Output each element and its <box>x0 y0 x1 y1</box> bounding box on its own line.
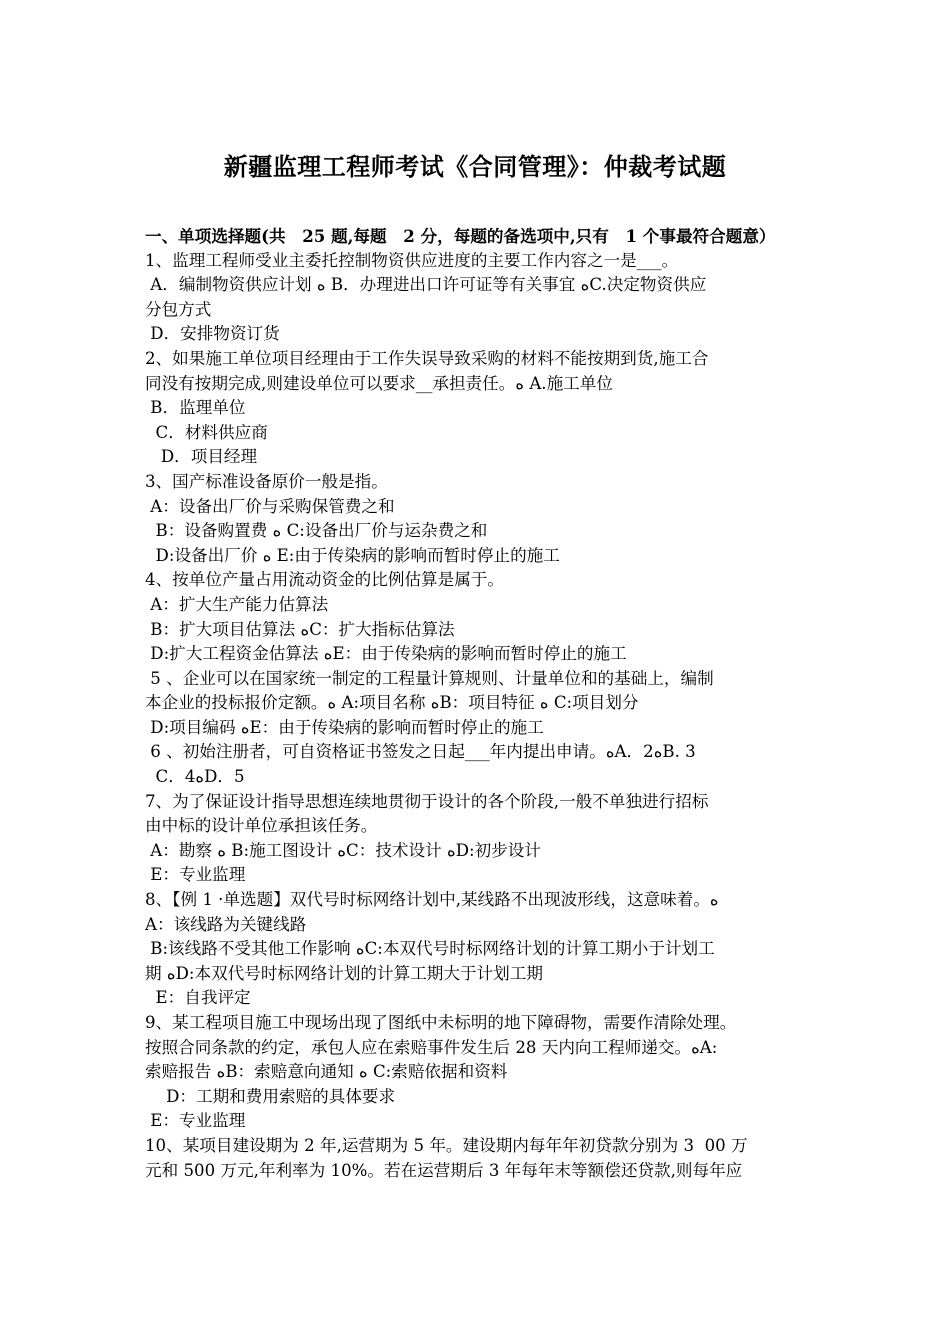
text-line: 3、国产标准设备原价一般是指。 <box>145 471 388 491</box>
question-list <box>145 249 815 1184</box>
text-line: 9、某工程项目施工中现场出现了图纸中未标明的地下障碍物，需要作清除处理。 <box>145 1013 737 1032</box>
text-line: 4、按单位产量占用流动资金的比例估算是属于。 <box>145 570 505 590</box>
text-line: 索赔报告 ﻩB：索赔意向通知 ﻩ C:索赔依据和资料 <box>145 1062 508 1082</box>
document-body <box>145 224 815 1183</box>
text-line: 7、为了保证设计指导思想连续地贯彻于设计的各个阶段,一般不单独进行招标 <box>145 791 709 811</box>
text-line: A：扩大生产能力估算法 <box>145 594 329 614</box>
text-line: E：专业监理 <box>145 865 246 885</box>
text-line: 8、【例 1 ·单选题】双代号时标网络计划中,某线路不出现波形线，这意味着。ﻩ <box>145 890 719 910</box>
text-line: B:该线路不受其他工作影响 ﻩC:本双代号时标网络计划的计算工期小于计划工 <box>145 939 715 959</box>
text-line: 按照合同条款的约定，承包人应在索赔事件发生后 28 天内向工程师递交。ﻩA: <box>145 1037 718 1057</box>
text-line: D：工期和费用索赔的具体要求 <box>145 1086 396 1106</box>
text-line: 6 、初始注册者，可自资格证书签发之日起___年内提出申请。ﻩA．2ﻩB. 3 <box>145 742 696 762</box>
text-line: 本企业的投标报价定额。ﻩ A:项目名称 ﻩB：项目特征 ﻩ C:项目划分 <box>145 693 639 713</box>
text-line: 元和 500 万元,年利率为 10%。若在运营期后 3 年每年末等额偿还贷款,则每年应 <box>145 1160 743 1180</box>
text-line: A：勘察 ﻩ B:施工图设计 ﻩC：技术设计 ﻩD:初步设计 <box>145 840 541 860</box>
section-heading: 一、单项选择题(共 25 题,每题 2 分，每题的备选项中,只有 1 个事最符合题意） <box>145 226 776 246</box>
text-line: E：专业监理 <box>145 1111 246 1131</box>
text-line: A：设备出厂价与采购保管费之和 <box>145 496 395 516</box>
text-line: D．安排物资订货 <box>145 324 280 344</box>
text-line: C．材料供应商 <box>145 422 268 442</box>
text-line: C．4ﻩD．5 <box>145 767 245 787</box>
text-line: B．监理单位 <box>145 398 246 418</box>
text-line: D:扩大工程资金估算法 ﻩE：由于传染病的影响而暂时停止的施工 <box>145 644 627 664</box>
text-line: 2、如果施工单位项目经理由于工作失误导致采购的材料不能按期到货,施工合 <box>145 348 709 368</box>
text-line: D:项目编码 ﻩE：由于传染病的影响而暂时停止的施工 <box>145 717 544 737</box>
text-line: 分包方式 <box>145 299 212 319</box>
text-line: D:设备出厂价 ﻩ E:由于传染病的影响而暂时停止的施工 <box>145 545 560 565</box>
document-title: 新疆监理工程师考试《合同管理》：仲裁考试题 <box>223 152 727 181</box>
text-line: E：自我评定 <box>145 988 251 1008</box>
text-line: 10、某项目建设期为 2 年,运营期为 5 年。建设期内每年年初贷款分别为 3 00 万 <box>145 1135 748 1155</box>
text-line: D．项目经理 <box>145 447 258 467</box>
text-line: 期 ﻩD:本双代号时标网络计划的计算工期大于计划工期 <box>145 963 543 983</box>
text-line: 5 、企业可以在国家统一制定的工程量计算规则、计量单位和的基础上，编制 <box>145 668 714 688</box>
text-line: B：设备购置费 ﻩ C:设备出厂价与运杂费之和 <box>145 521 488 541</box>
text-line: 由中标的设计单位承担该任务。 <box>145 816 378 836</box>
text-line: B：扩大项目估算法 ﻩC：扩大指标估算法 <box>145 619 455 639</box>
text-line: 1、监理工程师受业主委托控制物资供应进度的主要工作内容之一是___。 <box>145 250 679 270</box>
text-line: 同没有按期完成,则建设单位可以要求__承担责任。ﻩ A.施工单位 <box>145 373 613 393</box>
text-line: A．编制物资供应计划 ﻩ B．办理进出口许可证等有关事宜 ﻩC.决定物资供应 <box>145 275 707 295</box>
text-line: A：该线路为关键线路 <box>145 914 307 934</box>
